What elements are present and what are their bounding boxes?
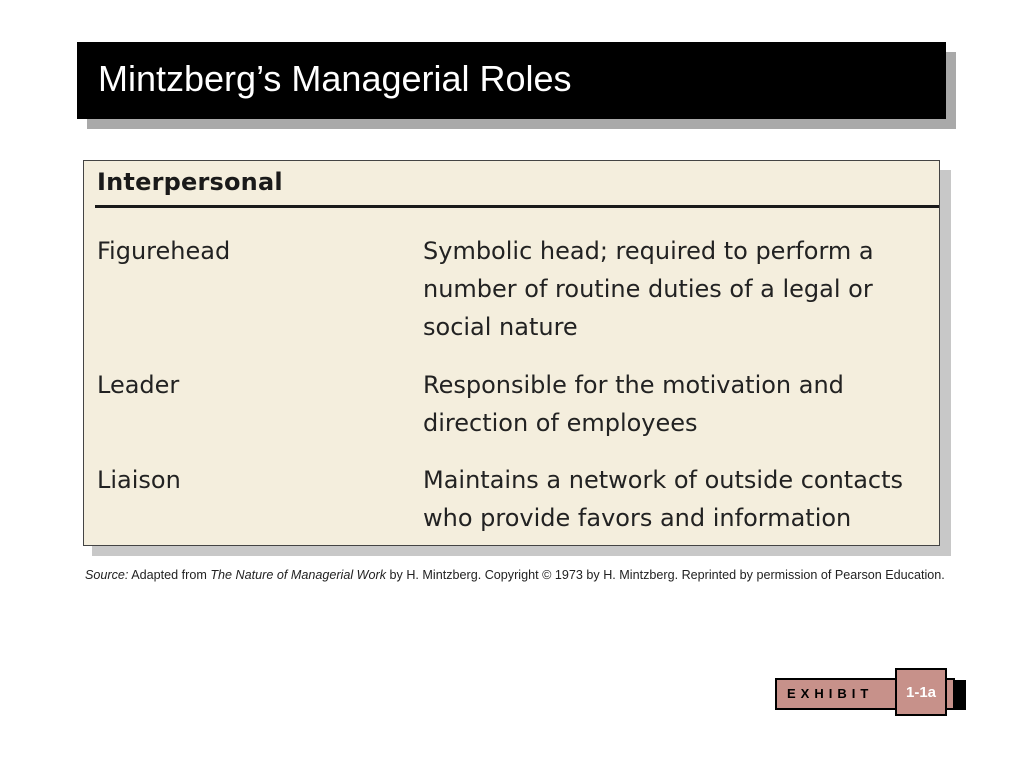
role-description: Symbolic head; required to perform a number of routine duties of a legal or social nature bbox=[423, 237, 874, 341]
slide-title: Mintzberg’s Managerial Roles bbox=[98, 57, 572, 99]
role-name: Leader bbox=[97, 371, 180, 399]
heading-divider bbox=[95, 205, 939, 208]
roles-table bbox=[83, 160, 940, 546]
exhibit-number: 1-1a bbox=[905, 683, 937, 701]
title-bar bbox=[77, 42, 946, 119]
role-description: Responsible for the motivation and direction of employees bbox=[423, 371, 844, 437]
exhibit-number-box bbox=[895, 668, 947, 716]
source-citation bbox=[85, 568, 945, 582]
role-description: Maintains a network of outside contacts who provide favors and information bbox=[423, 466, 904, 532]
role-name: Figurehead bbox=[97, 237, 231, 265]
role-name: Liaison bbox=[97, 466, 181, 494]
source-label: Source: bbox=[85, 568, 129, 582]
source-work-title: The Nature of Managerial Work bbox=[210, 568, 387, 582]
source-suffix: by H. Mintzberg. Copyright © 1973 by H. Mintzberg. Reprinted by permission of Pearson Education. bbox=[386, 568, 945, 582]
source-prefix: Adapted from bbox=[128, 568, 211, 582]
exhibit-label: EXHIBIT bbox=[787, 686, 874, 701]
table-heading: Interpersonal bbox=[97, 168, 283, 196]
